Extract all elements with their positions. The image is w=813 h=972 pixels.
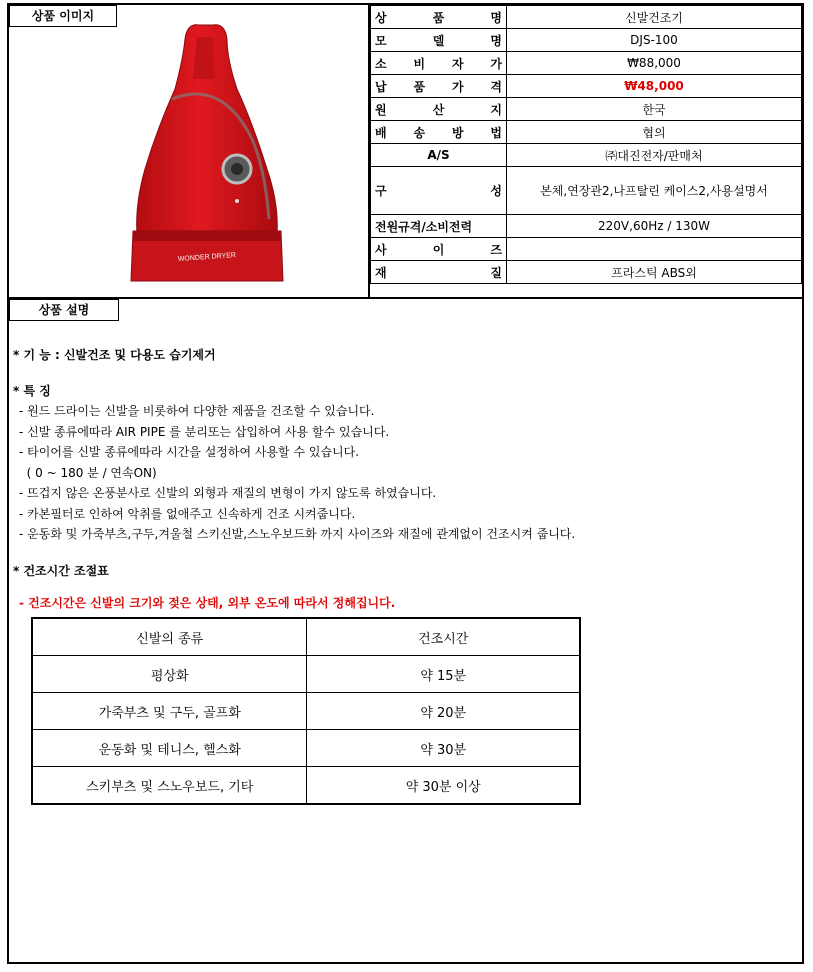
- spec-value: 본체,연장관2,나프탈린 케이스2,사용설명서: [507, 167, 802, 215]
- table-cell: 약 15분: [307, 656, 580, 693]
- spec-row: [371, 121, 802, 144]
- spec-key-char: 지: [490, 102, 502, 117]
- spec-key: 전원규격/소비전력: [371, 215, 507, 238]
- spec-key-char: 자: [451, 56, 464, 71]
- feature-item: - 운동화 및 가죽부츠,구두,겨울철 스키신발,스노우보드화 까지 사이즈와 재질에 관계없이 건조시켜 줍니다.: [19, 527, 576, 541]
- spec-key-char: 배: [375, 125, 387, 140]
- spec-key: [371, 238, 507, 261]
- spec-value: 한국: [507, 98, 802, 121]
- spec-key-char: 산: [432, 102, 445, 117]
- spec-row: [371, 238, 802, 261]
- spec-row: [371, 167, 802, 215]
- table-cell: 약 30분: [307, 730, 580, 767]
- table-cell: 약 30분 이상: [307, 767, 580, 805]
- spec-key: [371, 6, 507, 29]
- spec-row: [371, 98, 802, 121]
- product-spec-sheet: [7, 3, 804, 964]
- features-heading: * 특 징: [13, 384, 51, 398]
- drying-table-row: [32, 656, 580, 693]
- drying-table-row: [32, 693, 580, 730]
- drying-table-row: [32, 730, 580, 767]
- header-cell: 신발의 종류: [32, 618, 307, 656]
- spec-value: 신발건조기: [507, 6, 802, 29]
- spec-row: [371, 52, 802, 75]
- spec-key: A/S: [371, 144, 507, 167]
- spec-key-char: 델: [432, 33, 445, 48]
- table-cell: 평상화: [32, 656, 307, 693]
- spec-row: [371, 215, 802, 238]
- feature-item: - 뜨겁지 않은 온풍분사로 신발의 외형과 재질의 변형이 가지 않도록 하였습니다.: [19, 486, 437, 500]
- product-image-panel: [9, 5, 370, 297]
- spec-key-char: 비: [413, 56, 426, 71]
- table-cell: 약 20분: [307, 693, 580, 730]
- header-cell: 건조시간: [307, 618, 580, 656]
- spec-key: [371, 29, 507, 52]
- spec-value: ㈜대진전자/판매처: [507, 144, 802, 167]
- spec-key-char: 상: [375, 10, 387, 25]
- description-section-label: 상품 설명: [9, 299, 119, 321]
- spec-key-char: 즈: [490, 242, 502, 257]
- table-cell: 운동화 및 테니스, 헬스화: [32, 730, 307, 767]
- description-body: [13, 345, 793, 613]
- spec-key-char: 명: [490, 10, 502, 25]
- spec-value: 협의: [507, 121, 802, 144]
- feature-item: - 신발 종류에따라 AIR PIPE 를 분리또는 삽입하여 사용 할수 있습니다.: [19, 424, 390, 439]
- spec-row: [371, 6, 802, 29]
- function-line: * 기 능 : 신발건조 및 다용도 습기제거: [13, 348, 216, 362]
- spec-value: ₩88,000: [507, 52, 802, 75]
- spec-key: [371, 121, 507, 144]
- table-cell: 스키부츠 및 스노우보드, 기타: [32, 767, 307, 805]
- spec-key-char: 명: [490, 33, 502, 48]
- spec-key-char: 소: [375, 56, 387, 71]
- spec-table: [370, 5, 802, 284]
- drying-note: - 건조시간은 신발의 크기와 젖은 상태, 외부 온도에 따라서 정해집니다.: [19, 595, 396, 610]
- spec-key-char: 구: [375, 184, 387, 198]
- spec-key-char: 이: [432, 242, 445, 257]
- feature-item: ( 0 ~ 180 분 / 연속ON): [19, 465, 157, 480]
- spec-value: [507, 238, 802, 261]
- spec-row: [371, 144, 802, 167]
- drying-heading: * 건조시간 조절표: [13, 563, 109, 578]
- spec-key-char: 재: [375, 265, 387, 280]
- spec-key: [371, 98, 507, 121]
- spec-key-char: 품: [432, 10, 445, 25]
- spec-key: [371, 167, 507, 215]
- feature-item: - 원드 드라이는 신발을 비롯하여 다양한 제품을 건조할 수 있습니다.: [19, 404, 375, 418]
- spec-key: [371, 52, 507, 75]
- drying-table-header: [32, 618, 580, 656]
- spec-key-char: 송: [413, 125, 426, 140]
- spec-key-char: 납: [375, 79, 387, 94]
- spec-key-char: 원: [375, 102, 387, 117]
- table-cell: 가죽부츠 및 구두, 골프화: [32, 693, 307, 730]
- spec-key-char: 법: [490, 125, 502, 140]
- image-section-label: 상품 이미지: [9, 5, 117, 27]
- spec-row: [371, 29, 802, 52]
- product-image: [127, 19, 287, 284]
- spec-value: ₩48,000: [507, 75, 802, 98]
- spec-key-char: 가: [451, 79, 464, 94]
- drying-time-table: [31, 617, 581, 805]
- spec-key: [371, 261, 507, 284]
- spec-value: 220V,60Hz / 130W: [507, 215, 802, 238]
- spec-value: DJS-100: [507, 29, 802, 52]
- spec-key-char: 사: [375, 242, 387, 257]
- feature-item: - 타이어를 신발 종류에따라 시간을 설정하여 사용할 수 있습니다.: [19, 445, 360, 459]
- product-brand-text: WONDER DRYER: [177, 251, 237, 264]
- spec-key-char: 품: [413, 79, 426, 94]
- spec-key-char: 질: [490, 265, 502, 280]
- spec-row: [371, 261, 802, 284]
- spec-key-char: 방: [451, 125, 464, 140]
- spec-key-char: 모: [375, 33, 387, 48]
- spec-row: [371, 75, 802, 98]
- spec-key-char: 격: [490, 79, 502, 94]
- spec-value: 프라스틱 ABS외: [507, 261, 802, 284]
- section-divider: [9, 297, 802, 299]
- feature-item: - 카본필터로 인하여 악취를 없애주고 신속하게 건조 시켜줍니다.: [19, 506, 356, 521]
- spec-key: [371, 75, 507, 98]
- features-list: [13, 401, 793, 545]
- spec-key-char: 성: [490, 184, 502, 198]
- spec-key-char: 가: [490, 56, 502, 71]
- drying-table-row: [32, 767, 580, 805]
